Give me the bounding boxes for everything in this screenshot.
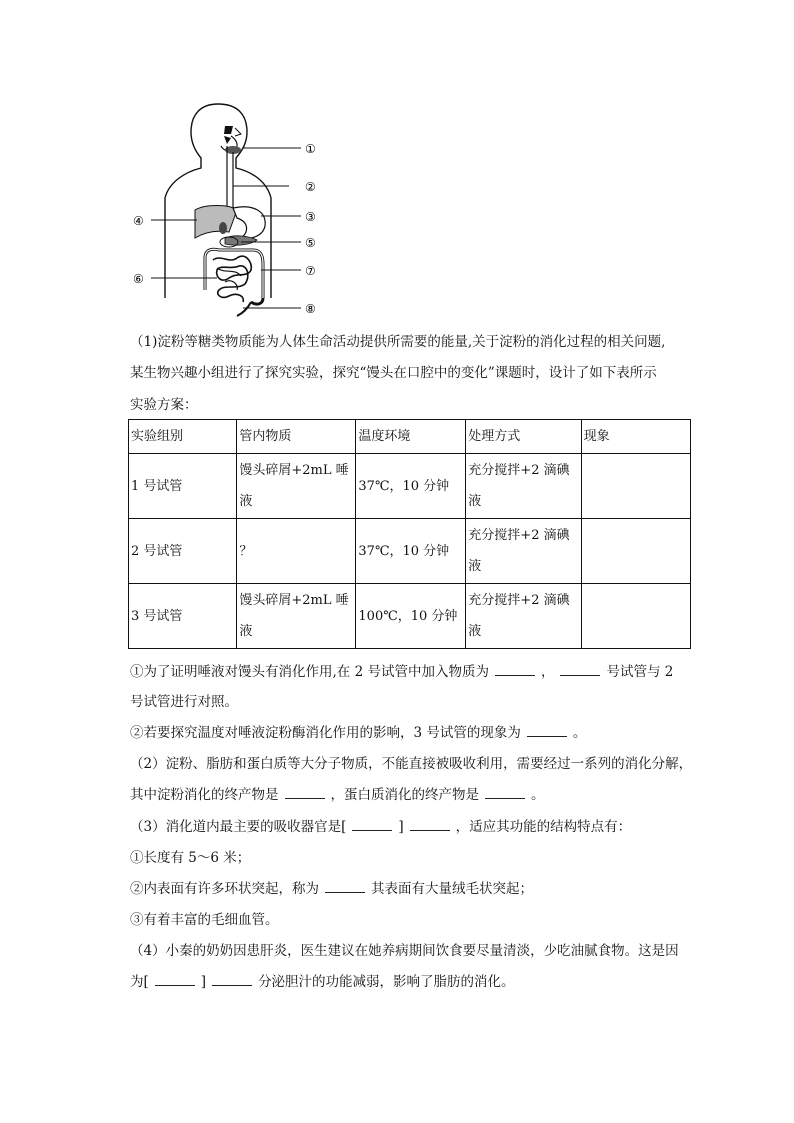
- table-cell: 3 号试管: [129, 584, 237, 649]
- callout-3: ③: [305, 210, 316, 224]
- q1-sub1-line1: [130, 660, 692, 680]
- answer-blank[interactable]: [560, 662, 600, 676]
- answer-blank[interactable]: [285, 785, 325, 799]
- q1-sub2-text-a: ②若要探究温度对唾液淀粉酶消化作用的影响，3 号试管的现象为: [130, 725, 521, 741]
- q4-text-a: 为[: [130, 974, 149, 990]
- table-cell: ？: [237, 519, 356, 584]
- header-cell: 现象: [581, 420, 690, 454]
- table-cell: [581, 519, 690, 584]
- header-cell: 温度环境: [356, 420, 466, 454]
- table-cell: 37℃，10 分钟: [356, 454, 466, 519]
- callout-6: ⑥: [133, 272, 144, 286]
- answer-blank[interactable]: [495, 662, 535, 676]
- q3-item1: ①长度有 5～6 米；: [130, 850, 251, 866]
- q3-text-b: ]: [398, 819, 404, 835]
- table-row: [129, 519, 691, 584]
- q2-line1: （2）淀粉、脂肪和蛋白质等大分子物质，不能直接被吸收利用，需要经过一系列的消化分解，: [130, 756, 693, 772]
- q4-text-c: 分泌胆汁的功能减弱，影响了脂肪的消化。: [258, 974, 515, 990]
- digestive-system-figure: [125, 98, 325, 320]
- q2-text-b: ，蛋白质消化的终产物是: [330, 787, 479, 803]
- callout-1: ①: [305, 142, 316, 156]
- q2-line2: [130, 783, 692, 803]
- digestive-system-diagram: [125, 98, 325, 320]
- answer-blank[interactable]: [155, 972, 195, 986]
- q1-sub1-text-b: ，: [540, 664, 555, 680]
- table-row: [129, 584, 691, 649]
- callout-4: ④: [133, 214, 144, 228]
- table-header-row: [129, 420, 691, 454]
- table-cell: 1 号试管: [129, 454, 237, 519]
- q1-sub2: [130, 721, 692, 741]
- q4-text-b: ]: [200, 974, 207, 990]
- table-row: [129, 454, 691, 519]
- experiment-table: [128, 419, 691, 649]
- q4-line2: [130, 970, 692, 990]
- answer-blank[interactable]: [325, 879, 365, 893]
- q3-text-a: （3）消化道内最主要的吸收器官是[: [130, 819, 347, 835]
- q1-sub1-text-c: 号试管与 2: [606, 664, 674, 680]
- q3-item2-text-b: 其表面有大量绒毛状突起；: [371, 881, 533, 897]
- q3-text-c: ，适应其功能的结构特点有：: [455, 819, 632, 835]
- q1-sub1-line2: 号试管进行对照。: [130, 694, 238, 710]
- q2-text-c: 。: [531, 787, 545, 803]
- answer-blank[interactable]: [352, 817, 392, 831]
- table-cell: 2 号试管: [129, 519, 237, 584]
- q1-intro-line1: （1)淀粉等糖类物质能为人体生命活动提供所需要的能量,关于淀粉的消化过程的相关问题,: [130, 334, 666, 350]
- q1-intro-line2: 某生物兴趣小组进行了探究实验，探究“馒头在口腔中的变化”课题时，设计了如下表所示: [130, 365, 657, 381]
- q3-item3: ③有着丰富的毛细血管。: [130, 912, 279, 928]
- table-cell: 充分搅拌+2 滴碘液: [466, 519, 581, 584]
- table-cell: 100℃，10 分钟: [356, 584, 466, 649]
- q3-item2: [130, 877, 692, 897]
- header-cell: 管内物质: [237, 420, 356, 454]
- q1-sub2-text-b: 。: [572, 725, 587, 741]
- q3-line1: [130, 815, 692, 835]
- q4-line1: （4）小秦的奶奶因患肝炎，医生建议在她养病期间饮食要尽量清淡，少吃油腻食物。这是因: [130, 943, 679, 959]
- callout-7: ⑦: [305, 264, 316, 278]
- answer-blank[interactable]: [212, 972, 252, 986]
- answer-blank[interactable]: [485, 785, 525, 799]
- table-cell: 充分搅拌+2 滴碘液: [466, 454, 581, 519]
- answer-blank[interactable]: [410, 817, 450, 831]
- table-cell: [581, 454, 690, 519]
- callout-5: ⑤: [305, 236, 316, 250]
- header-cell: 处理方式: [466, 420, 581, 454]
- q3-item2-text-a: ②内表面有许多环状突起，称为: [130, 881, 319, 897]
- q2-text-a: 其中淀粉消化的终产物是: [130, 787, 279, 803]
- table-cell: 充分搅拌+2 滴碘液: [466, 584, 581, 649]
- answer-blank[interactable]: [527, 723, 567, 737]
- q1-sub1-text-a: ①为了证明唾液对馒头有消化作用,在 2 号试管中加入物质为: [130, 664, 489, 680]
- callout-8: ⑧: [305, 302, 316, 316]
- table-cell: [581, 584, 690, 649]
- header-cell: 实验组别: [129, 420, 237, 454]
- table-cell: 馒头碎屑+2mL 唾液: [237, 454, 356, 519]
- callout-2: ②: [305, 180, 316, 194]
- table-cell: 37℃，10 分钟: [356, 519, 466, 584]
- table-cell: 馒头碎屑+2mL 唾液: [237, 584, 356, 649]
- q1-intro-line3: 实验方案：: [130, 397, 198, 413]
